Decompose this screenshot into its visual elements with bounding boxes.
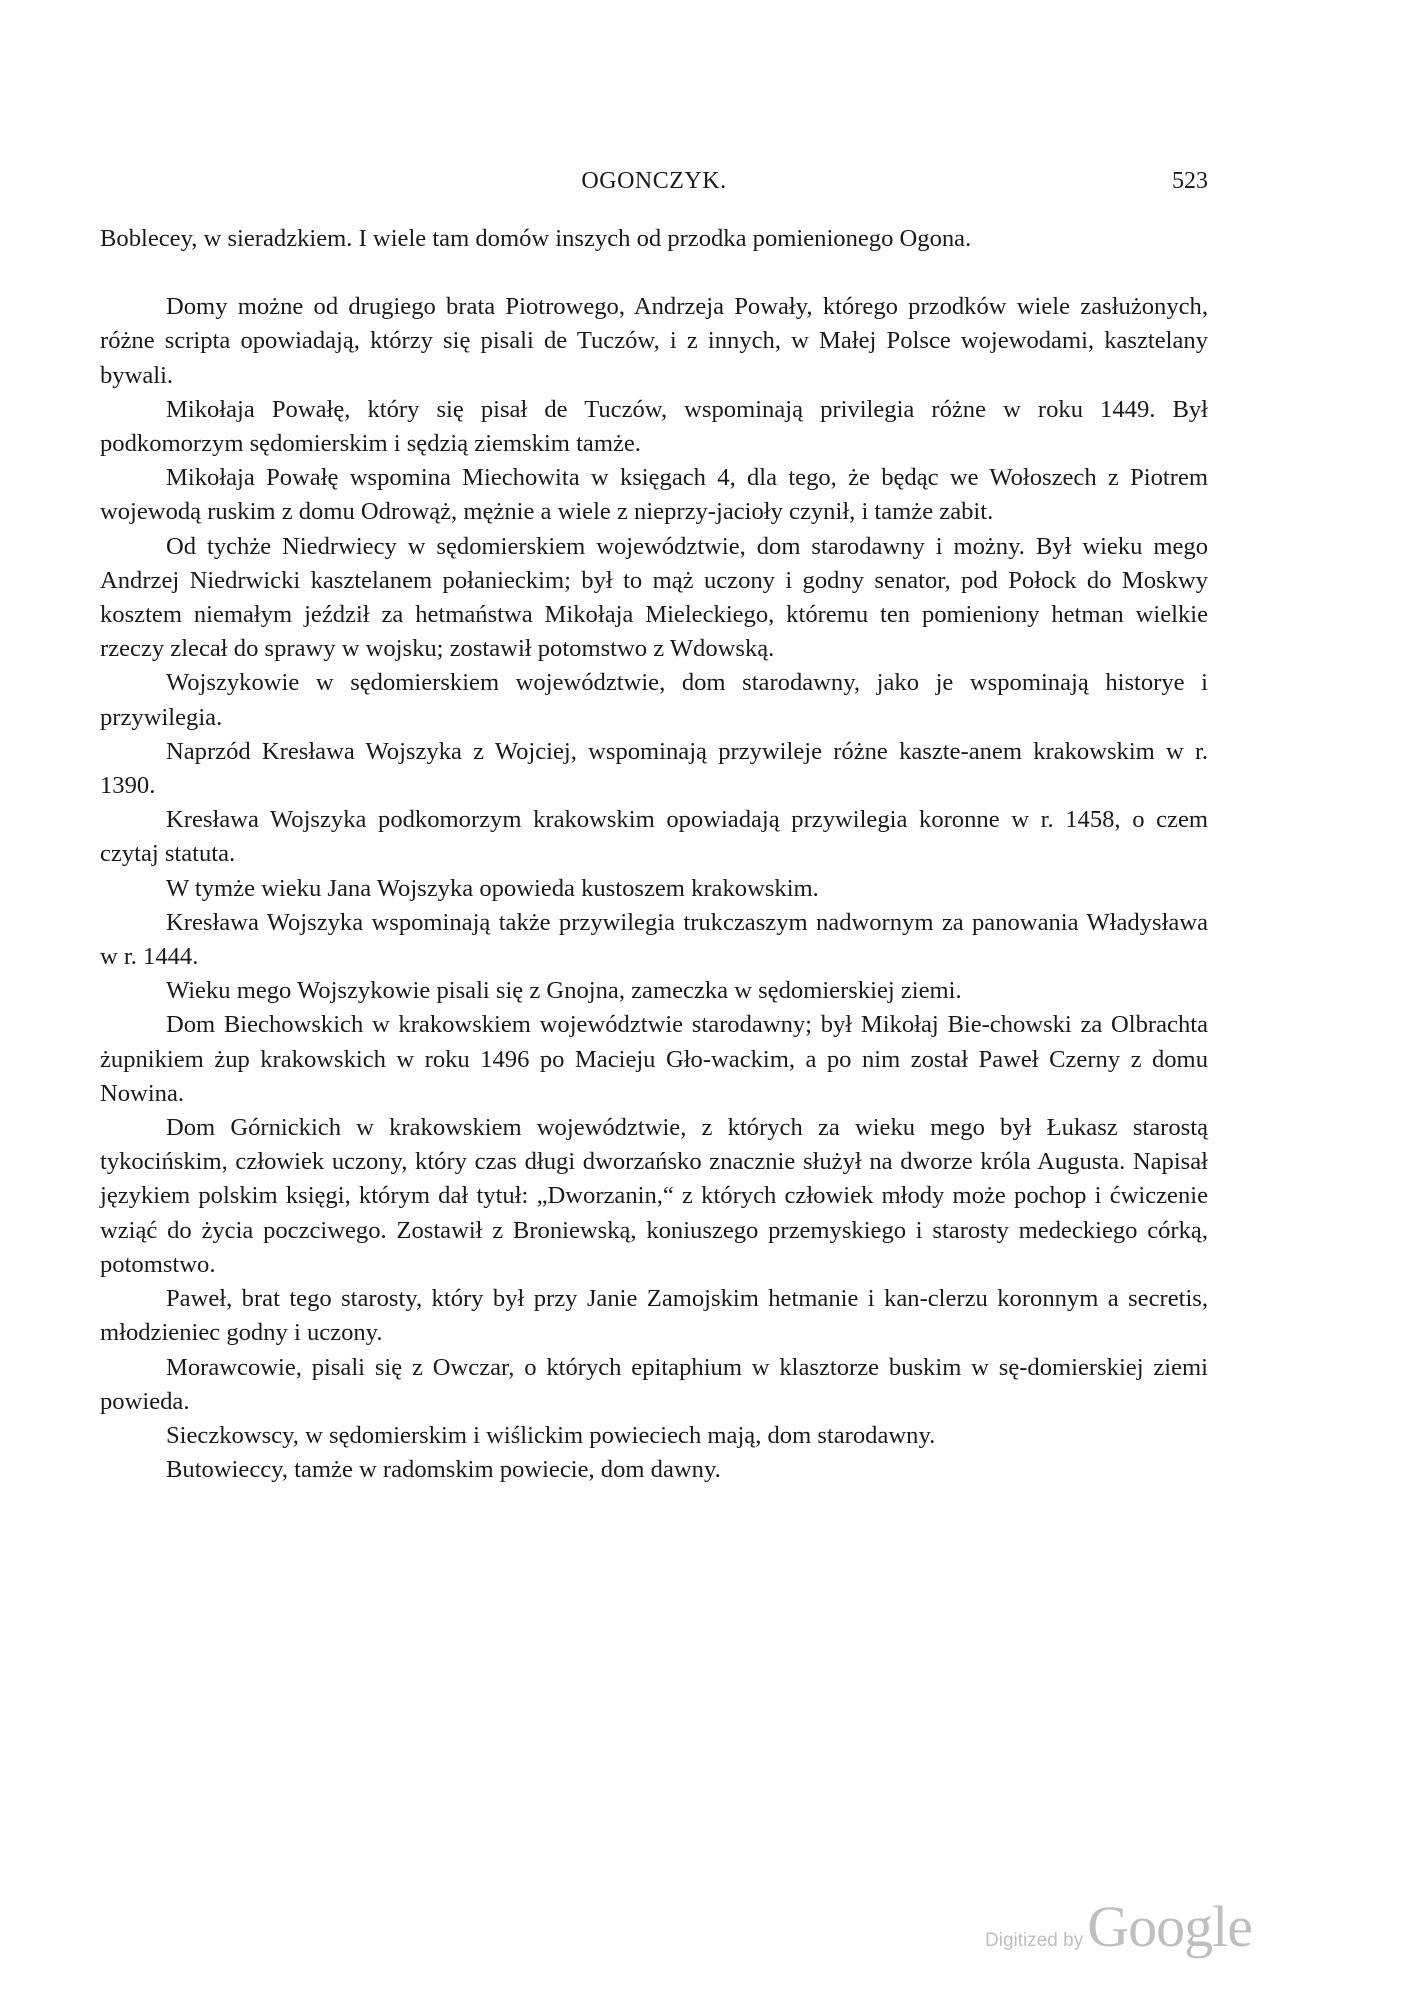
paragraph-kreslaw-1390: Naprzód Kresława Wojszyka z Wojciej, wspominają przywileje różne kaszte-anem krakowskim w r. 1390. [100,737,1208,800]
paragraph-gnojno: Wieku mego Wojszykowie pisali się z Gnojna, zameczka w sędomierskiej ziemi. [166,977,962,1005]
google-logo: Google [1087,1894,1252,1959]
body-text [100,222,1208,1487]
paragraph-dobieccy: Boblecey, w sieradzkiem. I wiele tam domów inszych od przodka pomienionego Ogona. [100,225,972,252]
paragraph-morawcowie: Morawcowie, pisali się z Owczar, o których epitaphium w klasztorze buskim w sę-domierskiej ziemi powieda. [100,1353,1208,1415]
paragraph-butowieccy: Butowieccy, tamże w radomskim powiecie, dom dawny. [166,1456,721,1484]
page-header [100,168,1208,202]
paragraph-biechowscy: Dom Biechowskich w krakowskiem województwie starodawny; był Mikołaj Bie-chowski za Olbrachta żupnikiem żup krakowskich w roku 1496 po Macieju Gło-wackim, a po nim został Paweł Czerny z domu Nowina. [100,1011,1208,1107]
paragraph-sieczkowscy: Sieczkowscy, w sędomierskim i wiślickim powieciech mają, dom starodawny. [166,1421,936,1449]
paragraph-wojszykowie: Wojszykowie w sędomierskiem województwie, dom starodawny, jako je wspominają historye i przywilegia. [100,669,1208,731]
paragraph-pawel: Paweł, brat tego starosty, który był przy Janie Zamojskim hetmanie i kan-clerzu koronnym a secretis, młodzieniec godny i uczony. [100,1285,1208,1347]
digitized-watermark [985,1893,1252,1960]
paragraph-mikolaj-powala-1449: Mikołaja Powałę, który się pisał de Tuczów, wspominają privilegia różne w roku 1449. Był podkomorzym sędomierskim i sędzią ziemskim tamże. [100,395,1208,458]
paragraph-andrzej-powala: Domy możne od drugiego brata Piotrowego, Andrzeja Powały, którego przodków wiele zasłużonych, różne scripta opowiadają, którzy się pisali de Tuczów, i z innych, w Małej Polsce wojewodami, kasztelany bywali. [100,293,1208,389]
watermark-small-text: Digitized by [985,1930,1084,1951]
paragraph-jan-wojszyk: W tymże wieku Jana Wojszyka opowieda kustoszem krakowskim. [166,874,819,902]
paragraph-kreslaw-1458: Kresława Wojszyka podkomorzym krakowskim opowiadają przywilegia koronne w r. 1458, o czem czytaj statuta. [100,806,1208,868]
paragraph-gornicki: Dom Górnickich w krakowskiem województwie, z których za wieku mego był Łukasz starostą tykocińskim, człowiek uczony, który czas długi dworzańsko znacznie służył na dworze króla Augusta. Napisał językiem polskim księgi, którym dał tytuł: „Dworzanin,“ z których człowiek młody może pochop i ćwiczenie wziąć do życia poczciwego. Zostawił z Broniewską, koniuszego przemyskiego i starosty medeckiego córką, potomstwo. [100,1114,1208,1278]
paragraph-mikolaj-powala-miechowita: Mikołaja Powałę wspomina Miechowita w księgach 4, dla tego, że będąc we Wołoszech z Piotrem wojewodą ruskim z domu Odrowąż, mężnie a wiele z nieprzy-jacioły czynił, i tamże zabit. [100,464,1208,526]
paragraph-kreslaw-1444: Kresława Wojszyka wspominają także przywilegia trukczaszym nadwornym za panowania Władysława w r. 1444. [100,908,1208,971]
running-title: OGONCZYK. [581,168,727,194]
page-number: 523 [1172,168,1208,194]
paragraph-niedrwiecy: Od tychże Niedrwiecy w sędomierskiem województwie, dom starodawny i możny. Był wieku mego Andrzej Niedrwicki kasztelanem połanieckim; był to mąż uczony i godny senator, pod Połock do Moskwy kosztem niemałym jeździł za hetmaństwa Mikołaja Mieleckiego, któremu ten pomieniony hetman wielkie rzeczy zlecał do sprawy w wojsku; zostawił potomstwo z Wdowską. [100,532,1208,663]
